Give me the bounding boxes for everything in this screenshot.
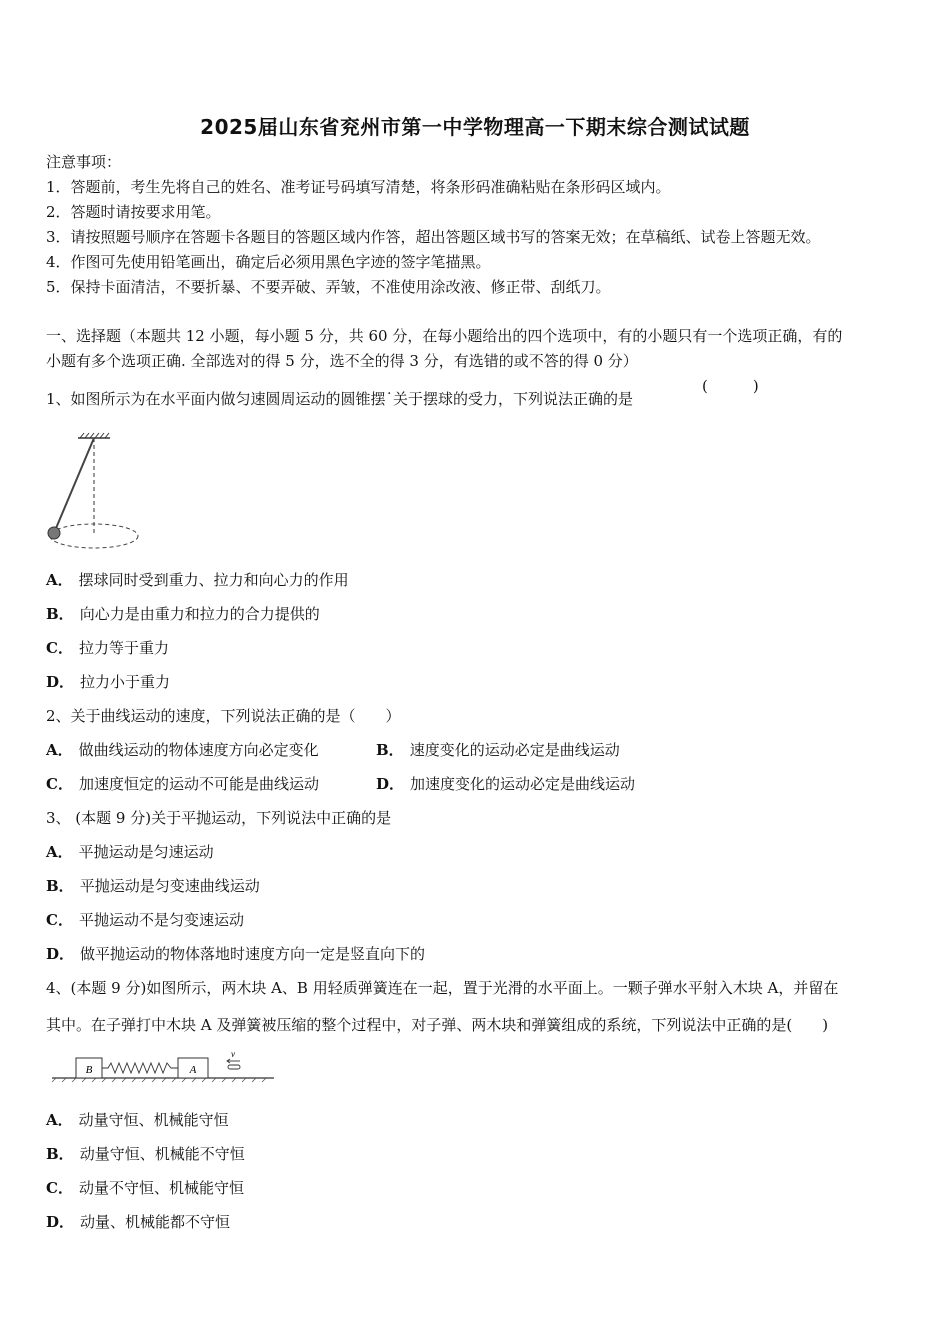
notice-item-3: 3．请按照题号顺序在答题卡各题目的答题区域内作答，超出答题区域书写的答案无效；在草稿纸、试卷上答题无效。 [46,228,821,246]
notice-heading: 注意事项： [46,153,122,171]
q1-option-d[interactable]: D． 拉力小于重力 [46,673,171,691]
velocity-label: v [231,1049,235,1059]
q4-option-a[interactable]: A． 动量守恒、机械能守恒 [46,1111,229,1129]
spring [102,1063,178,1073]
section-header-line2: 小题有多个选项正确. 全部选对的得 5 分，选不全的得 3 分，有选错的或不答的得 0 分） [46,352,638,370]
q4-option-d[interactable]: D． 动量、机械能都不守恒 [46,1213,231,1231]
q4-stem-line1: 4、(本题 9 分)如图所示，两木块 A、B 用轻质弹簧连在一起，置于光滑的水平面上。一颗子弹水平射入木块 A，并留在 [46,979,839,997]
q2-option-b[interactable]: B． 速度变化的运动必定是曲线运动 [376,741,620,759]
q2-stem: 2、关于曲线运动的速度，下列说法正确的是（ ） [46,707,401,725]
q1-stem: 1、如图所示为在水平面内做匀速圆周运动的圆锥摆˙关于摆球的受力，下列说法正确的是 [46,390,634,408]
block-b-label: B [85,1064,93,1076]
notice-item-5: 5．保持卡面清洁，不要折暴、不要弄破、弄皱，不准使用涂改液、修正带、刮纸刀。 [46,278,611,296]
q4-option-c[interactable]: C． 动量不守恒、机械能守恒 [46,1179,244,1197]
notice-item-1: 1．答题前，考生先将自己的姓名、准考证号码填写清楚，将条形码准确粘贴在条形码区域内。 [46,178,671,196]
section-header-line1: 一、选择题（本题共 12 小题，每小题 5 分，共 60 分，在每小题给出的四个选项中，有的小题只有一个选项正确，有的 [46,327,843,345]
q3-option-c[interactable]: C． 平抛运动不是匀变速运动 [46,911,244,929]
pendulum-bob [48,527,60,539]
spring-blocks-figure [52,1048,276,1084]
notice-item-2: 2．答题时请按要求用笔。 [46,203,221,221]
page-title: 2025届山东省兖州市第一中学物理高一下期末综合测试试题 [200,115,750,139]
q3-stem: 3、 (本题 9 分)关于平抛运动，下列说法中正确的是 [46,809,392,827]
q1-answer-paren: ( ) [702,377,759,395]
pendulum-string [54,438,94,533]
q2-option-a[interactable]: A． 做曲线运动的物体速度方向必定变化 [46,741,319,759]
q4-stem-line2: 其中。在子弹打中木块 A 及弹簧被压缩的整个过程中，对子弹、两木块和弹簧组成的系统，下列说法中正确的是( ) [46,1016,829,1034]
q3-option-b[interactable]: B． 平抛运动是匀变速曲线运动 [46,877,260,895]
notice-item-4: 4．作图可先使用铅笔画出，确定后必须用黑色字迹的签字笔描黑。 [46,253,491,271]
q3-option-d[interactable]: D． 做平抛运动的物体落地时速度方向一定是竖直向下的 [46,945,426,963]
q3-option-a[interactable]: A． 平抛运动是匀速运动 [46,843,214,861]
q1-option-c[interactable]: C． 拉力等于重力 [46,639,169,657]
q2-options-row1 [46,740,906,760]
q1-option-b[interactable]: B． 向心力是由重力和拉力的合力提供的 [46,605,320,623]
q2-option-c[interactable]: C． 加速度恒定的运动不可能是曲线运动 [46,775,319,793]
q2-options-row2 [46,774,906,794]
q1-option-a[interactable]: A． 摆球同时受到重力、拉力和向心力的作用 [46,571,349,589]
q4-option-b[interactable]: B． 动量守恒、机械能不守恒 [46,1145,245,1163]
q2-option-d[interactable]: D． 加速度变化的运动必定是曲线运动 [376,775,636,793]
conical-pendulum-figure [44,432,144,552]
bullet [228,1065,240,1069]
block-a-label: A [189,1064,197,1076]
